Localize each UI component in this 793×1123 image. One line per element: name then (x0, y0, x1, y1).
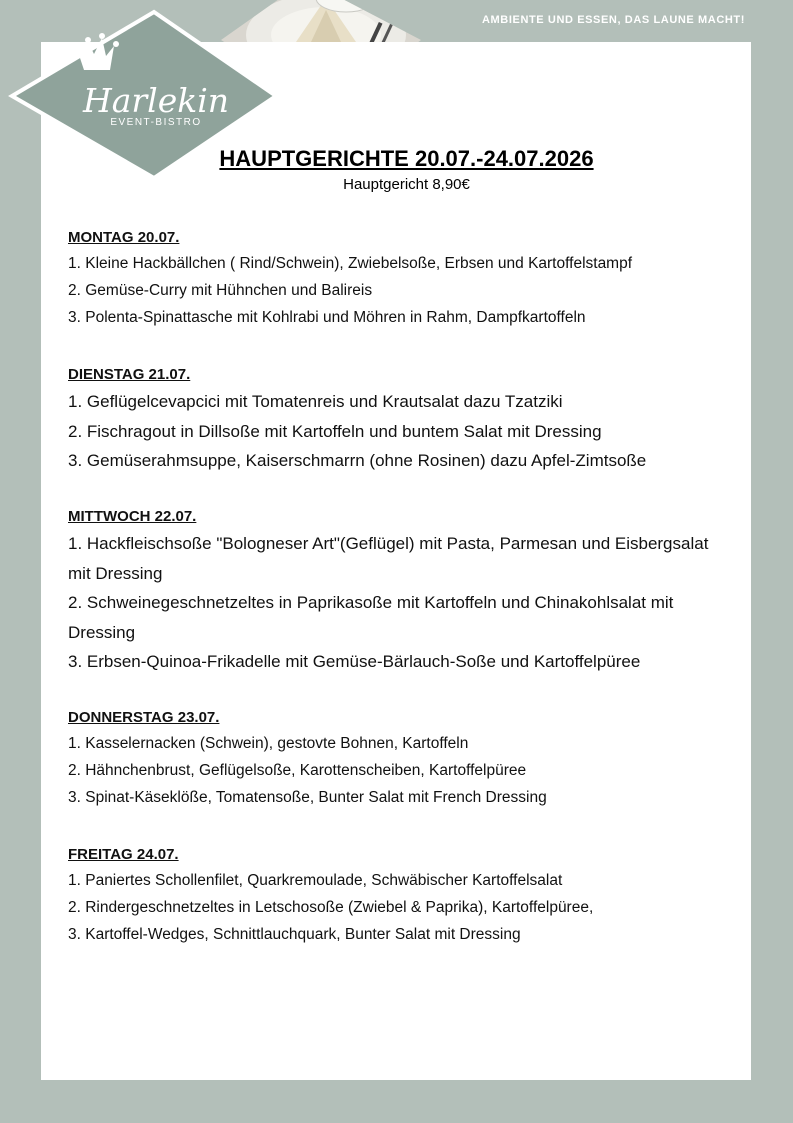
day-friday (68, 846, 728, 948)
dish-item: 2. Hähnchenbrust, Geflügelsoße, Karottenscheiben, Kartoffelpüree (68, 762, 527, 779)
dish-item: 1. Geflügelcevapcici mit Tomatenreis und Krautsalat dazu Tzatziki (68, 392, 563, 411)
dish-item: 3. Spinat-Käseklöße, Tomatensoße, Bunter Salat mit French Dressing (68, 789, 547, 806)
dish-item: 1. Hackfleischsoße "Bologneser Art"(Geflügel) mit Pasta, Parmesan und Eisbergsalat mit Dressing (68, 534, 709, 583)
day-tuesday (68, 366, 728, 476)
dish-item: 2. Gemüse-Curry mit Hühnchen und Balireis (68, 282, 373, 299)
dish-item: 2. Fischragout in Dillsoße mit Kartoffeln und buntem Salat mit Dressing (68, 421, 602, 441)
dish-item: 1. Kasselernacken (Schwein), gestovte Bohnen, Kartoffeln (68, 735, 469, 752)
dish-item: 1. Kleine Hackbällchen ( Rind/Schwein), Zwiebelsoße, Erbsen und Kartoffelstampf (68, 255, 633, 272)
menu-title: HAUPTGERICHTE 20.07.-24.07.2026 (219, 146, 594, 171)
day-heading: FREITAG 24.07. (68, 846, 179, 863)
dish-item: 3. Erbsen-Quinoa-Frikadelle mit Gemüse-Bärlauch-Soße und Kartoffelpüree (68, 652, 641, 671)
dish-item: 3. Kartoffel-Wedges, Schnittlauchquark, Bunter Salat mit Dressing (68, 926, 521, 943)
day-thursday (68, 709, 728, 811)
brand-name: Harlekin (82, 81, 230, 120)
dish-item: 3. Gemüserahmsuppe, Kaiserschmarrn (ohne Rosinen) dazu Apfel-Zimtsoße (68, 451, 647, 470)
brand-subtitle: EVENT-BISTRO (110, 117, 202, 128)
day-heading: DONNERSTAG 23.07. (68, 709, 220, 726)
day-heading: DIENSTAG 21.07. (68, 366, 191, 383)
price-line: Hauptgericht 8,90€ (343, 176, 470, 193)
dish-item: 2. Rindergeschnetzeltes in Letschosoße (Zwiebel & Paprika), Kartoffelpüree, (68, 899, 594, 916)
day-monday (68, 229, 728, 331)
dish-item: 2. Schweinegeschnetzeltes in Paprikasoße mit Kartoffeln und Chinakohlsalat mit Dressing (68, 593, 674, 642)
day-heading: MONTAG 20.07. (68, 229, 180, 246)
dish-item: 1. Paniertes Schollenfilet, Quarkremoulade, Schwäbischer Kartoffelsalat (68, 872, 563, 889)
dish-item: 3. Polenta-Spinattasche mit Kohlrabi und Möhren in Rahm, Dampfkartoffeln (68, 309, 586, 326)
tagline: AMBIENTE UND ESSEN, DAS LAUNE MACHT! (482, 14, 745, 26)
day-heading: MITTWOCH 22.07. (68, 508, 197, 525)
day-wednesday (68, 508, 728, 677)
